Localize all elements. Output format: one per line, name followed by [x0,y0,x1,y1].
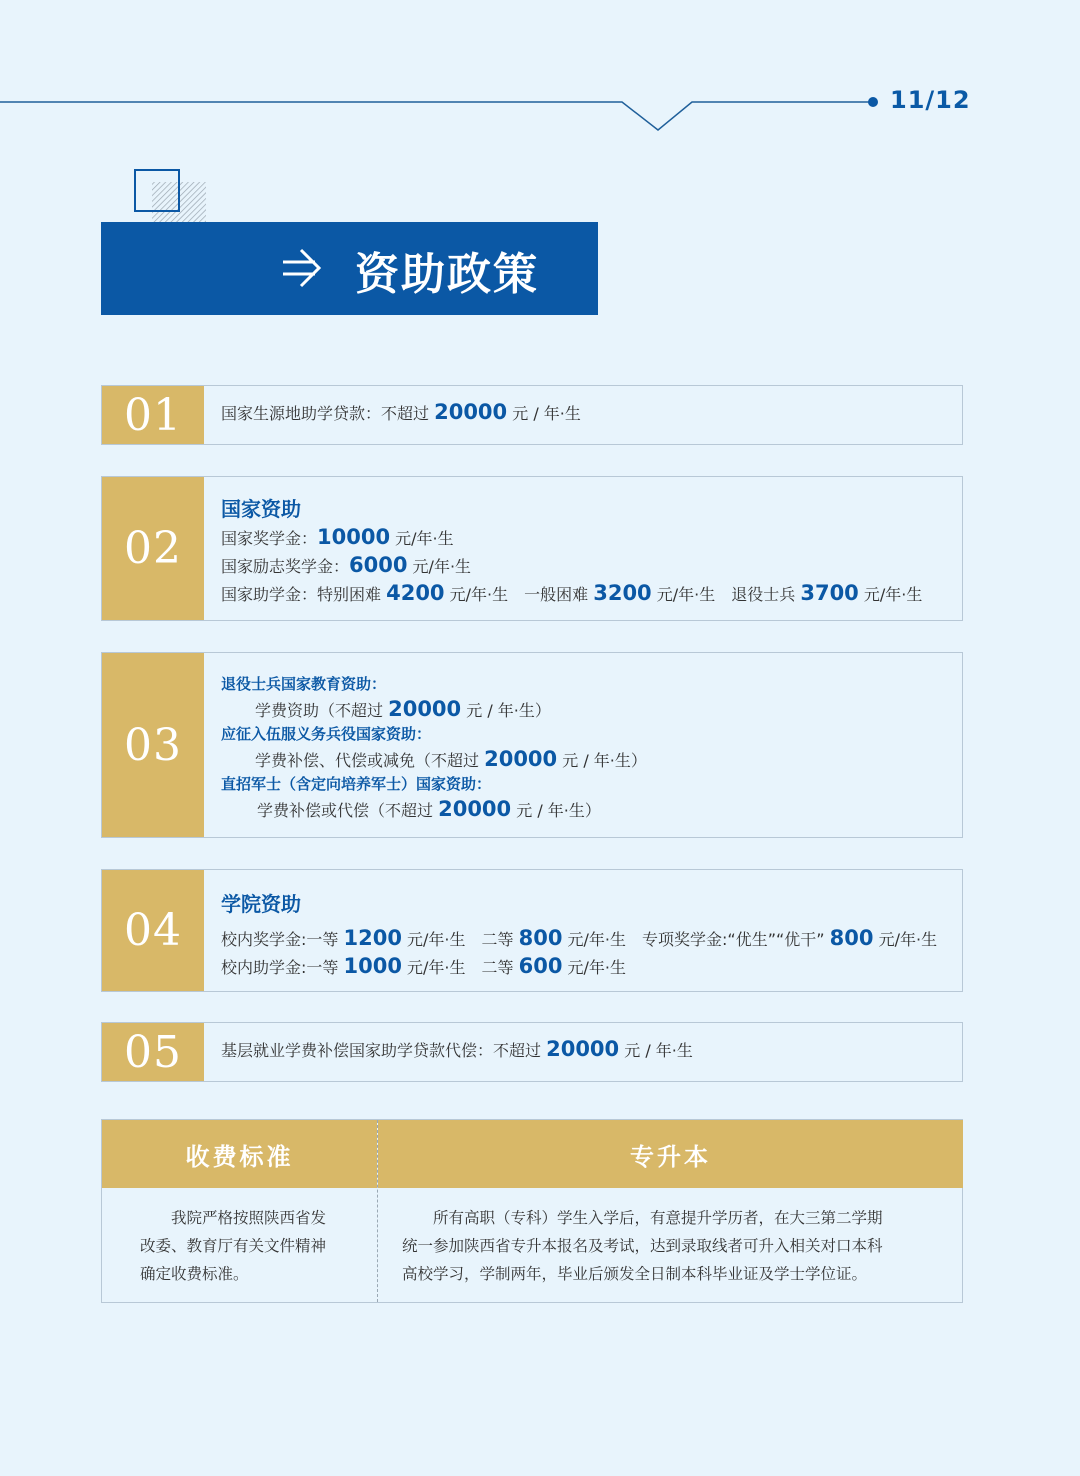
amount-value: 1200 [343,926,402,950]
line-text: 国家生源地助学贷款：不超过 [221,404,435,423]
fee-standard-text [140,1204,365,1288]
amount-value: 800 [829,926,874,950]
row-number: 05 [102,1023,204,1081]
policy-line [255,697,551,721]
header-line [0,0,1080,140]
policy-line [221,673,386,694]
line-text: 元/年·生 [444,585,509,604]
policy-row-02 [101,476,963,621]
line-text: 学费补偿或代偿（不超过 [257,801,439,820]
policy-line [221,493,301,522]
policy-line [221,581,922,605]
amount-value: 20000 [438,797,512,821]
policy-line [221,525,454,549]
text-line: 我院严格按照陕西省发 [140,1209,327,1227]
amount-value: 20000 [546,1037,620,1061]
section-title: 资助政策 [355,249,539,300]
section-title-bar [101,222,598,315]
row-content [221,653,954,837]
policy-line [221,773,491,794]
policy-line [257,797,601,821]
line-text: 元/年·生 [401,958,466,977]
amount-value: 10000 [317,525,391,549]
line-text: 基层就业学费补偿国家助学贷款代偿：不超过 [221,1041,547,1060]
amount-value: 600 [518,954,563,978]
line-text: 二等 [481,958,519,977]
line-text: 退役士兵 [731,585,801,604]
fee-standard-header: 收费标准 [102,1120,377,1188]
amount-value: 1000 [343,954,402,978]
line-text: 国家奖学金： [221,529,318,548]
row-number: 03 [102,653,204,837]
policy-line [221,400,581,424]
policy-line [221,723,431,744]
amount-value: 20000 [434,400,508,424]
line-text: 校内助学金:一等 [221,958,344,977]
line-text: 元/年·生 [407,557,472,576]
line-text: 元 / 年·生 [507,404,581,423]
row-number: 02 [102,477,204,620]
upgrade-header: 专升本 [378,1120,963,1188]
line-text: 一般困难 [524,585,594,604]
line-text: 校内奖学金:一等 [221,930,344,949]
header-dot [868,97,878,107]
policy-row-04 [101,869,963,992]
line-text: 元/年·生 [651,585,716,604]
line-text: 元/年·生 [401,930,466,949]
line-text: 元/年·生 [562,930,627,949]
policy-row-05 [101,1022,963,1082]
line-text: 元 / 年·生） [557,751,647,770]
amount-value: 3700 [800,581,859,605]
line-text: 二等 [481,930,519,949]
line-text: 国家励志奖学金： [221,557,350,576]
line-text: 元 / 年·生） [461,701,551,720]
row-content [221,1023,954,1081]
row-content [221,386,954,444]
line-text: 元/年·生 [562,958,627,977]
text-line: 统一参加陕西省专升本报名及考试，达到录取线者可升入相关对口本科 [402,1237,883,1255]
info-table [101,1119,963,1303]
arrow-right-icon [279,246,323,290]
upgrade-text [402,1204,952,1288]
page-number: 11/12 [890,86,971,114]
policy-row-01 [101,385,963,445]
policy-line [221,553,471,577]
amount-value: 20000 [388,697,462,721]
policy-line [221,926,937,950]
row-number: 01 [102,386,204,444]
amount-value: 6000 [349,553,408,577]
line-text: 元/年·生 [858,585,923,604]
row-number: 04 [102,870,204,991]
line-text: 学费资助（不超过 [255,701,389,720]
subheading: 应征入伍服义务兵役国家资助： [221,725,432,743]
text-line: 所有高职（专科）学生入学后，有意提升学历者，在大三第二学期 [402,1209,883,1227]
column-divider [377,1120,378,1302]
policy-row-03 [101,652,963,838]
group-heading: 国家资助 [221,497,301,521]
line-text: 元 / 年·生） [511,801,601,820]
line-text: 专项奖学金:“优生”“优干” [642,930,830,949]
group-heading: 学院资助 [221,892,301,916]
text-line: 改委、教育厅有关文件精神 [140,1237,327,1255]
policy-line [221,1037,693,1061]
line-text: 国家助学金：特别困难 [221,585,387,604]
line-text: 元 / 年·生 [619,1041,693,1060]
text-line: 确定收费标准。 [140,1265,249,1283]
row-content [221,870,954,991]
subheading: 直招军士（含定向培养军士）国家资助： [221,775,492,793]
line-text: 元/年·生 [873,930,938,949]
policy-line [221,888,301,917]
amount-value: 3200 [593,581,652,605]
line-text: 学费补偿、代偿或减免（不超过 [255,751,485,770]
text-line: 高校学习，学制两年，毕业后颁发全日制本科毕业证及学士学位证。 [402,1265,868,1283]
subheading: 退役士兵国家教育资助： [221,675,387,693]
policy-line [255,747,647,771]
policy-line [221,954,626,978]
amount-value: 800 [518,926,563,950]
line-text: 元/年·生 [390,529,454,548]
row-content [221,477,954,620]
amount-value: 4200 [386,581,445,605]
amount-value: 20000 [484,747,558,771]
